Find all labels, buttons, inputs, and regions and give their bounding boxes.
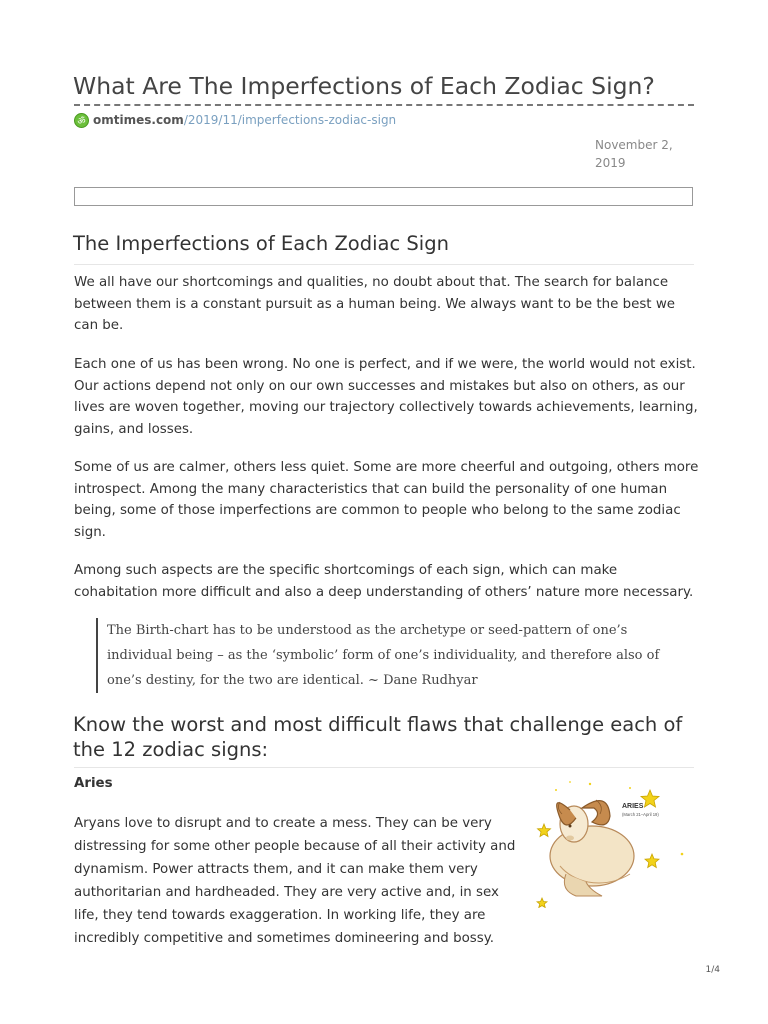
empty-content-box (74, 187, 693, 206)
omtimes-logo-icon: ॐ (74, 113, 89, 128)
page-title: What Are The Imperfections of Each Zodiac Sign? (73, 72, 655, 100)
blockquote: The Birth-chart has to be understood as the archetype or seed-pattern of one’s individual being – as the ‘symbolic’ form of one’s individuality, and therefore also of one’s destiny, for the two are identical. ~ Dane Rudhyar (96, 618, 696, 693)
source-domain: omtimes.com (93, 113, 184, 127)
section-heading-imperfections: The Imperfections of Each Zodiac Sign (73, 232, 449, 255)
publish-date (595, 136, 695, 172)
aries-dates: (March 21–April 19) (622, 812, 659, 817)
star-icon (537, 898, 547, 908)
star-icon (538, 824, 551, 837)
date-line-2: 2019 (595, 156, 626, 170)
paragraph-1: We all have our shortcomings and qualities, no doubt about that. The search for balance between them is a constant pursuit as a human being. We always want to be the best we can be. (74, 275, 676, 333)
date-line-1: November 2, (595, 138, 673, 152)
paragraph-3: Some of us are calmer, others less quiet. Some are more cheerful and outgoing, others more introspect. Among the many characteristics that can build the personality of one human being, some of those imperfections are common to people who belong to the same zodiac sign. (74, 460, 699, 540)
page-number: 1/4 (705, 965, 720, 975)
source-link[interactable] (74, 111, 396, 129)
section-divider (74, 264, 694, 265)
aries-ram-image (530, 778, 695, 908)
title-divider (74, 104, 694, 106)
aries-heading: Aries (74, 776, 113, 791)
section-divider-2 (74, 767, 694, 768)
star-icon (641, 790, 659, 807)
paragraph-4: Among such aspects are the specific shortcomings of each sign, which can make cohabitation more difficult and also a deep understanding of others’ nature more necessary. (74, 563, 694, 600)
aries-paragraph: Aryans love to disrupt and to create a mess. They can be very distressing for some other people because of all their activity and dynamism. Power attracts them, and it can make them very authoritarian and hardheaded. They are very active and, in sex life, they tend towards exaggeration. In working life, they are incredibly competitive and sometimes domineering and bossy. (74, 816, 516, 946)
aries-label: ARIES (622, 803, 644, 810)
paragraph-2: Each one of us has been wrong. No one is perfect, and if we were, the world would not exist. Our actions depend not only on our own successes and mistakes but also on others, as our lives are woven together, moving our trajectory collectively towards achievements, learning, gains, and losses. (74, 357, 698, 437)
source-path: /2019/11/imperfections-zodiac-sign (183, 113, 397, 127)
section-heading-flaws: Know the worst and most difficult flaws that challenge each of the 12 zodiac signs: (73, 713, 683, 761)
star-icon (645, 854, 659, 868)
ram-illustration-icon (530, 778, 695, 908)
